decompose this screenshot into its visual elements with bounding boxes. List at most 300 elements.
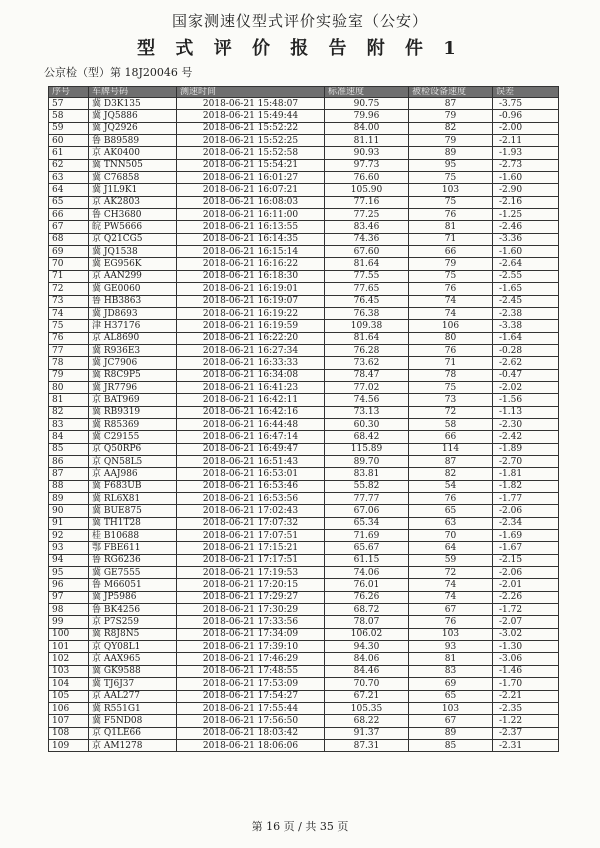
cell-device-speed: 73 [409, 394, 493, 406]
cell-seq: 85 [49, 443, 89, 455]
cell-std-speed: 97.73 [325, 159, 409, 171]
cell-seq: 99 [49, 616, 89, 628]
cell-plate: 冀 D3K135 [89, 98, 177, 110]
cell-std-speed: 83.46 [325, 221, 409, 233]
cell-std-speed: 73.13 [325, 406, 409, 418]
cell-std-speed: 76.01 [325, 579, 409, 591]
cell-error: -1.22 [493, 715, 559, 727]
table-row [49, 517, 559, 529]
cell-std-speed: 90.93 [325, 147, 409, 159]
cell-plate: 冀 JQ2926 [89, 122, 177, 134]
cell-time: 2018-06-21 16:13:55 [177, 221, 325, 233]
cell-device-speed: 65 [409, 505, 493, 517]
table-row [49, 258, 559, 270]
cell-plate: 冀 JP5986 [89, 591, 177, 603]
cell-std-speed: 94.30 [325, 641, 409, 653]
cell-error: -1.82 [493, 480, 559, 492]
cell-error: -3.06 [493, 653, 559, 665]
cell-plate: 鲁 M66051 [89, 579, 177, 591]
table-body [49, 98, 559, 752]
cell-device-speed: 66 [409, 246, 493, 258]
col-header-plate: 车牌号码 [89, 87, 177, 98]
cell-plate: 冀 RB9319 [89, 406, 177, 418]
cell-time: 2018-06-21 15:49:44 [177, 110, 325, 122]
cell-std-speed: 77.02 [325, 381, 409, 393]
cell-std-speed: 68.22 [325, 715, 409, 727]
cell-error: -2.26 [493, 591, 559, 603]
cell-time: 2018-06-21 16:34:08 [177, 369, 325, 381]
table-row [49, 159, 559, 171]
cell-error: -2.38 [493, 307, 559, 319]
cell-std-speed: 65.34 [325, 517, 409, 529]
cell-plate: 鄂 FBE611 [89, 542, 177, 554]
cell-seq: 104 [49, 678, 89, 690]
cell-error: -2.07 [493, 616, 559, 628]
cell-time: 2018-06-21 17:54:27 [177, 690, 325, 702]
cell-device-speed: 79 [409, 110, 493, 122]
table-row [49, 591, 559, 603]
cell-time: 2018-06-21 17:55:44 [177, 702, 325, 714]
cell-device-speed: 74 [409, 579, 493, 591]
cell-seq: 76 [49, 332, 89, 344]
cell-time: 2018-06-21 17:30:29 [177, 604, 325, 616]
cell-plate: 冀 GK9588 [89, 665, 177, 677]
cell-time: 2018-06-21 16:51:43 [177, 455, 325, 467]
cell-time: 2018-06-21 16:22:20 [177, 332, 325, 344]
cell-std-speed: 76.26 [325, 591, 409, 603]
cell-error: -2.01 [493, 579, 559, 591]
cell-error: -1.60 [493, 172, 559, 184]
cell-plate: 鲁 B89589 [89, 135, 177, 147]
cell-time: 2018-06-21 16:42:16 [177, 406, 325, 418]
cell-std-speed: 77.55 [325, 270, 409, 282]
table-row [49, 739, 559, 751]
cell-error: -1.67 [493, 542, 559, 554]
table-row [49, 628, 559, 640]
cell-std-speed: 115.89 [325, 443, 409, 455]
cell-seq: 68 [49, 233, 89, 245]
cell-std-speed: 70.70 [325, 678, 409, 690]
cell-error: -2.55 [493, 270, 559, 282]
cell-plate: 冀 GE7555 [89, 567, 177, 579]
cell-plate: 京 Q50RP6 [89, 443, 177, 455]
table-row [49, 98, 559, 110]
table-row [49, 431, 559, 443]
cell-error: -2.73 [493, 159, 559, 171]
cell-error: -3.75 [493, 98, 559, 110]
cell-seq: 96 [49, 579, 89, 591]
cell-plate: 京 AK0400 [89, 147, 177, 159]
cell-time: 2018-06-21 16:19:22 [177, 307, 325, 319]
cell-seq: 73 [49, 295, 89, 307]
cell-plate: 桂 B10688 [89, 530, 177, 542]
table-row [49, 567, 559, 579]
cell-device-speed: 71 [409, 357, 493, 369]
table-row [49, 455, 559, 467]
cell-error: -1.77 [493, 493, 559, 505]
cell-std-speed: 60.30 [325, 418, 409, 430]
cell-seq: 60 [49, 135, 89, 147]
cell-seq: 100 [49, 628, 89, 640]
cell-time: 2018-06-21 16:47:14 [177, 431, 325, 443]
table-row [49, 122, 559, 134]
cell-plate: 冀 EG956K [89, 258, 177, 270]
cell-plate: 冀 JD8693 [89, 307, 177, 319]
cell-time: 2018-06-21 16:16:22 [177, 258, 325, 270]
cell-error: -1.65 [493, 283, 559, 295]
cell-std-speed: 76.60 [325, 172, 409, 184]
table-row [49, 616, 559, 628]
cell-device-speed: 75 [409, 196, 493, 208]
table-row [49, 221, 559, 233]
cell-plate: 鲁 BK4256 [89, 604, 177, 616]
cell-seq: 95 [49, 567, 89, 579]
cell-time: 2018-06-21 16:07:21 [177, 184, 325, 196]
cell-device-speed: 76 [409, 283, 493, 295]
cell-std-speed: 61.15 [325, 554, 409, 566]
cell-error: -2.35 [493, 702, 559, 714]
table-row [49, 542, 559, 554]
cell-seq: 90 [49, 505, 89, 517]
cell-error: -0.96 [493, 110, 559, 122]
table-row [49, 184, 559, 196]
cell-std-speed: 67.60 [325, 246, 409, 258]
cell-seq: 62 [49, 159, 89, 171]
cell-time: 2018-06-21 17:29:27 [177, 591, 325, 603]
cell-std-speed: 65.67 [325, 542, 409, 554]
cell-plate: 冀 C29155 [89, 431, 177, 443]
cell-plate: 京 AAX965 [89, 653, 177, 665]
cell-error: -2.34 [493, 517, 559, 529]
cell-std-speed: 106.02 [325, 628, 409, 640]
cell-time: 2018-06-21 15:54:21 [177, 159, 325, 171]
cell-seq: 105 [49, 690, 89, 702]
cell-error: -2.37 [493, 727, 559, 739]
cell-error: -1.81 [493, 468, 559, 480]
cell-time: 2018-06-21 16:53:46 [177, 480, 325, 492]
cell-device-speed: 87 [409, 455, 493, 467]
cell-error: -2.06 [493, 567, 559, 579]
cell-error: -2.42 [493, 431, 559, 443]
cell-device-speed: 74 [409, 307, 493, 319]
cell-error: -1.89 [493, 443, 559, 455]
cell-std-speed: 67.06 [325, 505, 409, 517]
cell-error: -2.06 [493, 505, 559, 517]
cell-std-speed: 74.36 [325, 233, 409, 245]
table-row [49, 147, 559, 159]
cell-error: -2.15 [493, 554, 559, 566]
cell-error: -1.30 [493, 641, 559, 653]
cell-device-speed: 63 [409, 517, 493, 529]
table-row [49, 727, 559, 739]
cell-seq: 84 [49, 431, 89, 443]
cell-std-speed: 67.21 [325, 690, 409, 702]
cell-error: -2.11 [493, 135, 559, 147]
cell-error: -1.93 [493, 147, 559, 159]
cell-device-speed: 59 [409, 554, 493, 566]
cell-error: -1.25 [493, 209, 559, 221]
table-row [49, 344, 559, 356]
cell-time: 2018-06-21 16:41:23 [177, 381, 325, 393]
cell-seq: 101 [49, 641, 89, 653]
cell-error: -2.62 [493, 357, 559, 369]
col-header-error: 误差 [493, 87, 559, 98]
cell-seq: 107 [49, 715, 89, 727]
cell-plate: 冀 RL6X81 [89, 493, 177, 505]
cell-time: 2018-06-21 17:46:29 [177, 653, 325, 665]
cell-plate: 冀 JR7796 [89, 381, 177, 393]
cell-seq: 109 [49, 739, 89, 751]
cell-seq: 80 [49, 381, 89, 393]
table-row [49, 172, 559, 184]
cell-plate: 津 H37176 [89, 320, 177, 332]
cell-time: 2018-06-21 15:52:58 [177, 147, 325, 159]
page-number: 第 16 页 / 共 35 页 [251, 820, 349, 833]
cell-plate: 冀 JC7906 [89, 357, 177, 369]
cell-error: -2.21 [493, 690, 559, 702]
cell-seq: 82 [49, 406, 89, 418]
table-row [49, 418, 559, 430]
cell-device-speed: 58 [409, 418, 493, 430]
cell-plate: 京 AAJ986 [89, 468, 177, 480]
cell-device-speed: 76 [409, 616, 493, 628]
measurement-table [48, 86, 559, 752]
cell-device-speed: 66 [409, 431, 493, 443]
cell-std-speed: 74.56 [325, 394, 409, 406]
cell-device-speed: 82 [409, 122, 493, 134]
cell-time: 2018-06-21 16:42:11 [177, 394, 325, 406]
cell-plate: 冀 R551G1 [89, 702, 177, 714]
cell-time: 2018-06-21 16:19:59 [177, 320, 325, 332]
cell-error: -2.02 [493, 381, 559, 393]
cell-plate: 京 P7S259 [89, 616, 177, 628]
cell-time: 2018-06-21 16:14:35 [177, 233, 325, 245]
cell-plate: 冀 J1L9K1 [89, 184, 177, 196]
cell-std-speed: 74.06 [325, 567, 409, 579]
cell-plate: 冀 TH1T28 [89, 517, 177, 529]
cell-std-speed: 76.45 [325, 295, 409, 307]
cell-error: -2.16 [493, 196, 559, 208]
cell-device-speed: 54 [409, 480, 493, 492]
table-row [49, 480, 559, 492]
cell-seq: 75 [49, 320, 89, 332]
cell-std-speed: 89.70 [325, 455, 409, 467]
cell-error: -1.64 [493, 332, 559, 344]
table-row [49, 233, 559, 245]
cell-error: -0.28 [493, 344, 559, 356]
table-row [49, 381, 559, 393]
cell-error: -2.64 [493, 258, 559, 270]
cell-device-speed: 75 [409, 270, 493, 282]
cell-seq: 79 [49, 369, 89, 381]
cell-seq: 93 [49, 542, 89, 554]
cell-device-speed: 76 [409, 344, 493, 356]
cell-device-speed: 79 [409, 135, 493, 147]
cell-plate: 京 AM1278 [89, 739, 177, 751]
cell-error: -2.45 [493, 295, 559, 307]
cell-error: -1.70 [493, 678, 559, 690]
cell-std-speed: 78.47 [325, 369, 409, 381]
cell-seq: 98 [49, 604, 89, 616]
cell-plate: 京 AL8690 [89, 332, 177, 344]
table-row [49, 209, 559, 221]
cell-time: 2018-06-21 16:19:07 [177, 295, 325, 307]
cell-std-speed: 87.31 [325, 739, 409, 751]
cell-time: 2018-06-21 15:48:07 [177, 98, 325, 110]
cell-time: 2018-06-21 17:33:56 [177, 616, 325, 628]
cell-device-speed: 85 [409, 739, 493, 751]
cell-std-speed: 84.00 [325, 122, 409, 134]
cell-seq: 63 [49, 172, 89, 184]
cell-error: -1.56 [493, 394, 559, 406]
cell-time: 2018-06-21 16:44:48 [177, 418, 325, 430]
cell-time: 2018-06-21 16:53:01 [177, 468, 325, 480]
cell-time: 2018-06-21 17:07:51 [177, 530, 325, 542]
cell-seq: 67 [49, 221, 89, 233]
cell-plate: 冀 JQ1538 [89, 246, 177, 258]
cell-error: -2.30 [493, 418, 559, 430]
cell-device-speed: 103 [409, 702, 493, 714]
cell-seq: 81 [49, 394, 89, 406]
cell-seq: 106 [49, 702, 89, 714]
cell-device-speed: 103 [409, 628, 493, 640]
cell-plate: 冀 R936E3 [89, 344, 177, 356]
table-row [49, 678, 559, 690]
cell-std-speed: 78.07 [325, 616, 409, 628]
cell-device-speed: 74 [409, 591, 493, 603]
table-row [49, 653, 559, 665]
cell-std-speed: 84.46 [325, 665, 409, 677]
cell-std-speed: 81.64 [325, 258, 409, 270]
cell-device-speed: 75 [409, 172, 493, 184]
cell-plate: 冀 BUE875 [89, 505, 177, 517]
cell-seq: 92 [49, 530, 89, 542]
cell-plate: 京 QY08L1 [89, 641, 177, 653]
cell-device-speed: 81 [409, 221, 493, 233]
cell-std-speed: 68.42 [325, 431, 409, 443]
cell-plate: 冀 F683UB [89, 480, 177, 492]
cell-device-speed: 72 [409, 567, 493, 579]
cell-time: 2018-06-21 17:17:51 [177, 554, 325, 566]
table-row [49, 554, 559, 566]
cell-time: 2018-06-21 17:34:09 [177, 628, 325, 640]
cell-std-speed: 76.38 [325, 307, 409, 319]
cell-plate: 冀 R8C9P5 [89, 369, 177, 381]
cell-std-speed: 71.69 [325, 530, 409, 542]
cell-seq: 108 [49, 727, 89, 739]
cell-seq: 66 [49, 209, 89, 221]
cell-error: -3.38 [493, 320, 559, 332]
cell-device-speed: 81 [409, 653, 493, 665]
table-row [49, 443, 559, 455]
cell-device-speed: 67 [409, 604, 493, 616]
cell-seq: 88 [49, 480, 89, 492]
cell-seq: 87 [49, 468, 89, 480]
cell-std-speed: 76.28 [325, 344, 409, 356]
cell-time: 2018-06-21 17:48:55 [177, 665, 325, 677]
table-row [49, 196, 559, 208]
cell-plate: 京 AK2803 [89, 196, 177, 208]
cell-std-speed: 79.96 [325, 110, 409, 122]
table-row [49, 357, 559, 369]
cell-time: 2018-06-21 16:27:34 [177, 344, 325, 356]
cell-device-speed: 78 [409, 369, 493, 381]
cell-device-speed: 80 [409, 332, 493, 344]
cell-plate: 冀 C76858 [89, 172, 177, 184]
table-row [49, 690, 559, 702]
cell-seq: 72 [49, 283, 89, 295]
cell-seq: 58 [49, 110, 89, 122]
cell-time: 2018-06-21 16:33:33 [177, 357, 325, 369]
cell-std-speed: 105.35 [325, 702, 409, 714]
cell-std-speed: 73.62 [325, 357, 409, 369]
lab-title: 国家测速仪型式评价实验室（公安） [171, 12, 428, 30]
cell-seq: 83 [49, 418, 89, 430]
cell-seq: 70 [49, 258, 89, 270]
cell-error: -1.60 [493, 246, 559, 258]
cell-seq: 71 [49, 270, 89, 282]
cell-plate: 冀 TJ6J37 [89, 678, 177, 690]
cell-seq: 65 [49, 196, 89, 208]
cell-std-speed: 81.11 [325, 135, 409, 147]
cell-device-speed: 114 [409, 443, 493, 455]
cell-error: -3.02 [493, 628, 559, 640]
table-row [49, 320, 559, 332]
cell-time: 2018-06-21 16:49:47 [177, 443, 325, 455]
cell-time: 2018-06-21 17:53:09 [177, 678, 325, 690]
cell-plate: 京 AAL277 [89, 690, 177, 702]
table-row [49, 332, 559, 344]
cell-plate: 冀 GE0060 [89, 283, 177, 295]
cell-device-speed: 67 [409, 715, 493, 727]
cell-time: 2018-06-21 16:15:14 [177, 246, 325, 258]
cell-device-speed: 65 [409, 690, 493, 702]
cell-error: -0.47 [493, 369, 559, 381]
cell-time: 2018-06-21 15:52:25 [177, 135, 325, 147]
cell-seq: 89 [49, 493, 89, 505]
cell-plate: 鲁 HB3863 [89, 295, 177, 307]
cell-seq: 77 [49, 344, 89, 356]
cell-plate: 冀 R8J8N5 [89, 628, 177, 640]
cell-device-speed: 71 [409, 233, 493, 245]
table-row [49, 468, 559, 480]
cell-device-speed: 93 [409, 641, 493, 653]
cell-time: 2018-06-21 17:02:43 [177, 505, 325, 517]
cell-std-speed: 77.16 [325, 196, 409, 208]
table-row [49, 394, 559, 406]
cell-time: 2018-06-21 16:53:56 [177, 493, 325, 505]
table-row [49, 604, 559, 616]
cell-time: 2018-06-21 17:56:50 [177, 715, 325, 727]
table-row [49, 135, 559, 147]
table-row [49, 246, 559, 258]
cell-std-speed: 77.77 [325, 493, 409, 505]
table-row [49, 307, 559, 319]
cell-plate: 鲁 RG6236 [89, 554, 177, 566]
cell-device-speed: 87 [409, 98, 493, 110]
cell-device-speed: 76 [409, 209, 493, 221]
cell-std-speed: 90.75 [325, 98, 409, 110]
cell-time: 2018-06-21 16:01:27 [177, 172, 325, 184]
cell-std-speed: 55.82 [325, 480, 409, 492]
cell-plate: 冀 JQ5886 [89, 110, 177, 122]
table-row [49, 579, 559, 591]
cell-device-speed: 64 [409, 542, 493, 554]
cell-std-speed: 91.37 [325, 727, 409, 739]
cell-error: -2.90 [493, 184, 559, 196]
cell-device-speed: 75 [409, 381, 493, 393]
cell-plate: 京 Q1LE66 [89, 727, 177, 739]
